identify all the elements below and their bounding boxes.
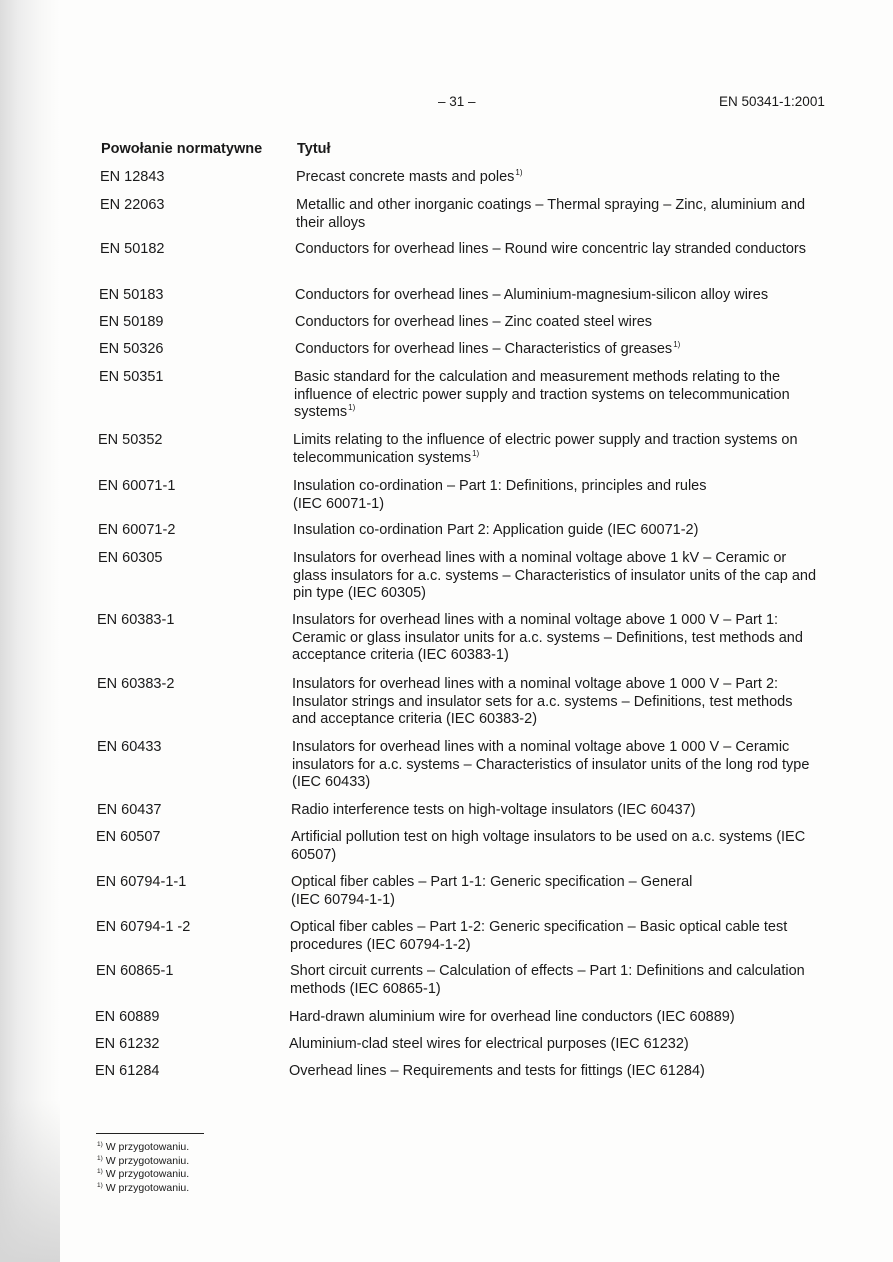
row-title: Basic standard for the calculation and measurement methods relating to the influence of electric power supply and traction systems on telecommunication systems$^{1)}$	[294, 369, 790, 420]
row-title: Conductors for overhead lines – Aluminium-magnesium-silicon alloy wires	[295, 287, 769, 303]
footnote-mark: 1)	[515, 168, 523, 177]
row-reference: EN 60071-1	[98, 478, 176, 494]
row-reference: EN 50182	[100, 241, 165, 257]
row-reference: EN 61284	[95, 1063, 160, 1079]
row-title: Limits relating to the influence of electric power supply and traction systems on telecommunication systems$^{1)}$	[293, 432, 798, 466]
row-title: Insulators for overhead lines with a nominal voltage above 1 000 V – Part 1: Ceramic or glass insulator units for a.c. systems – Definitions, test methods and acceptance criteria (IEC 60383-1)	[292, 612, 803, 663]
scan-shadow-left	[0, 0, 60, 1262]
row-title: Optical fiber cables – Part 1-2: Generic specification – Basic optical cable test procedures (IEC 60794-1-2)	[290, 919, 788, 953]
row-reference: EN 60437	[97, 802, 162, 818]
scan-shadow-bottom	[0, 1100, 60, 1262]
row-title: Aluminium-clad steel wires for electrical purposes (IEC 61232)	[289, 1036, 689, 1052]
row-title: Hard-drawn aluminium wire for overhead line conductors (IEC 60889)	[289, 1009, 735, 1025]
row-reference: EN 60433	[97, 739, 162, 755]
footnote: $^{1)}$ W przygotowaniu.	[97, 1168, 190, 1180]
row-reference: EN 50189	[99, 314, 164, 330]
row-reference: EN 50351	[99, 369, 164, 385]
footnote: $^{1)}$ W przygotowaniu.	[97, 1181, 190, 1194]
row-title: Insulators for overhead lines with a nominal voltage above 1 000 V – Ceramic insulators for a.c. systems – Characteristics of insulator units of the long rod type (IEC 60433)	[292, 739, 810, 790]
row-title: Metallic and other inorganic coatings – Thermal spraying – Zinc, aluminium and their alloys	[296, 197, 806, 231]
row-reference: EN 60794-1 -2	[96, 919, 191, 935]
row-title: Insulation co-ordination – Part 1: Definitions, principles and rules (IEC 60071-1)	[293, 478, 707, 512]
row-reference: EN 60889	[95, 1009, 160, 1025]
row-title: Artificial pollution test on high voltage insulators to be used on a.c. systems (IEC 60507)	[291, 829, 806, 863]
row-reference: EN 60383-2	[97, 676, 175, 692]
row-title: Conductors for overhead lines – Round wire concentric lay stranded conductors	[295, 241, 806, 257]
row-title: Precast concrete masts and poles$^{1)}$	[296, 168, 523, 185]
row-reference: EN 50183	[99, 287, 164, 303]
column-header-title: Tytuł	[297, 141, 331, 157]
row-title: Insulators for overhead lines with a nominal voltage above 1 kV – Ceramic or glass insulators for a.c. systems – Characteristics of insulator units of the cap and pin type (IEC 60305)	[293, 550, 817, 601]
footnote-mark: 1)	[472, 448, 480, 458]
footnote: $^{1)}$ W przygotowaniu.	[97, 1141, 190, 1153]
row-reference: EN 50352	[98, 432, 163, 448]
row-reference: EN 60383-1	[97, 612, 175, 628]
footnotes	[96, 1141, 189, 1195]
row-reference: EN 22063	[100, 197, 165, 213]
footnote-mark: 1)	[348, 403, 356, 412]
row-title: Insulation co-ordination Part 2: Application guide (IEC 60071-2)	[293, 522, 699, 538]
row-reference: EN 61232	[95, 1036, 160, 1052]
row-title: Radio interference tests on high-voltage insulators (IEC 60437)	[291, 802, 696, 818]
row-reference: EN 60305	[98, 550, 163, 566]
row-title: Overhead lines – Requirements and tests for fittings (IEC 61284)	[289, 1063, 705, 1079]
row-reference: EN 60071-2	[98, 522, 176, 538]
row-reference: EN 60507	[96, 829, 161, 845]
page-number: – 31 –	[438, 94, 476, 109]
row-title: Conductors for overhead lines – Characteristics of greases$^{1)}$	[295, 340, 681, 357]
row-title: Short circuit currents – Calculation of effects – Part 1: Definitions and calculation methods (IEC 60865-1)	[290, 963, 805, 997]
row-title: Insulators for overhead lines with a nominal voltage above 1 000 V – Part 2: Insulator strings and insulator sets for a.c. systems – Definitions, test methods and acceptance criteria (IEC 60383-2)	[292, 676, 793, 727]
footnote: $^{1)}$ W przygotowaniu.	[97, 1154, 190, 1167]
row-reference: EN 12843	[100, 169, 165, 185]
footnote-mark: 1)	[673, 340, 681, 349]
row-reference: EN 60865-1	[96, 963, 174, 979]
row-title: Conductors for overhead lines – Zinc coated steel wires	[295, 314, 653, 330]
row-reference: EN 50326	[99, 341, 164, 357]
row-reference: EN 60794-1-1	[96, 874, 187, 890]
document-code: EN 50341-1:2001	[719, 94, 825, 109]
footnote-divider	[96, 1133, 204, 1134]
row-title: Optical fiber cables – Part 1-1: Generic specification – General (IEC 60794-1-1)	[291, 874, 693, 908]
column-header-reference: Powołanie normatywne	[101, 141, 263, 157]
